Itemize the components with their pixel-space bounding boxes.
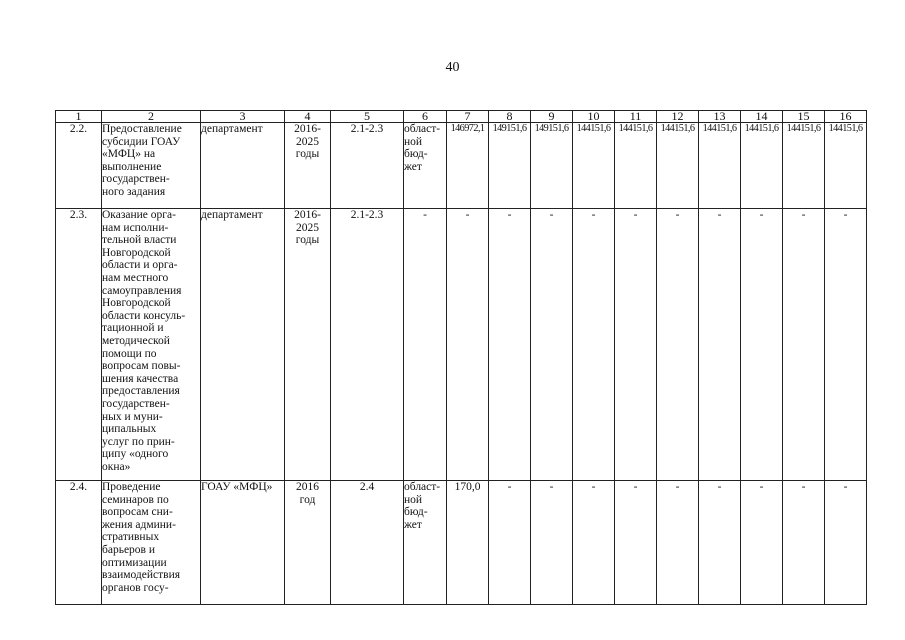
column-header: 16 xyxy=(825,111,867,123)
amount-cell: - xyxy=(489,209,531,481)
amount-cell: 144151,6 xyxy=(825,123,867,209)
activity-name: Оказание орга- нам исполни- тельной власти Новгородской области и орга- нам местного самоуправления Новгородской области консуль- тационной и методической помощи по вопросам повы- шения качества предоставления государствен- ных и муни- ципальных услуг по прин- ципу «одного окна» xyxy=(102,209,201,481)
amount-cell: - xyxy=(615,209,657,481)
amount-cell: 144151,6 xyxy=(783,123,825,209)
target-indicators: 2.1-2.3 xyxy=(331,123,404,209)
table-row xyxy=(56,123,867,209)
amount-cell: - xyxy=(531,209,573,481)
column-header: 4 xyxy=(285,111,331,123)
funding-source: област- ной бюд- жет xyxy=(404,123,447,209)
funding-source: област- ной бюд- жет xyxy=(404,481,447,605)
column-header: 5 xyxy=(331,111,404,123)
amount-cell: - xyxy=(783,209,825,481)
executor: департамент xyxy=(201,123,285,209)
column-header: 2 xyxy=(102,111,201,123)
amount-cell: - xyxy=(615,481,657,605)
column-header: 13 xyxy=(699,111,741,123)
amount-cell: - xyxy=(657,481,699,605)
amount-cell: 144151,6 xyxy=(657,123,699,209)
column-header: 15 xyxy=(783,111,825,123)
amount-cell: - xyxy=(783,481,825,605)
funding-source: - xyxy=(404,209,447,481)
column-header: 6 xyxy=(404,111,447,123)
row-number: 2.3. xyxy=(56,209,102,481)
amount-cell: - xyxy=(573,481,615,605)
amount-cell: - xyxy=(741,481,783,605)
table-row xyxy=(56,209,867,481)
row-number: 2.4. xyxy=(56,481,102,605)
column-header: 3 xyxy=(201,111,285,123)
target-indicators: 2.1-2.3 xyxy=(331,209,404,481)
period: 2016- 2025 годы xyxy=(285,209,331,481)
column-header: 1 xyxy=(56,111,102,123)
table-row xyxy=(56,481,867,605)
amount-cell: - xyxy=(489,481,531,605)
amount-cell: 149151,6 xyxy=(489,123,531,209)
row-number: 2.2. xyxy=(56,123,102,209)
program-activities-table xyxy=(55,110,867,605)
column-header: 10 xyxy=(573,111,615,123)
activity-name: Проведение семинаров по вопросам сни- жения админи- стративных барьеров и оптимизации взаимодействия органов госу- xyxy=(102,481,201,605)
column-header: 8 xyxy=(489,111,531,123)
amount-cell: - xyxy=(447,209,489,481)
amount-cell: 146972,1 xyxy=(447,123,489,209)
amount-cell: - xyxy=(825,209,867,481)
amount-cell: - xyxy=(825,481,867,605)
column-header: 14 xyxy=(741,111,783,123)
page-number: 40 xyxy=(445,60,460,75)
column-header: 7 xyxy=(447,111,489,123)
amount-cell: - xyxy=(699,481,741,605)
amount-cell: 144151,6 xyxy=(741,123,783,209)
amount-cell: 149151,6 xyxy=(531,123,573,209)
amount-cell: - xyxy=(657,209,699,481)
period: 2016 год xyxy=(285,481,331,605)
executor: ГОАУ «МФЦ» xyxy=(201,481,285,605)
header-row xyxy=(56,111,867,123)
amount-cell: - xyxy=(573,209,615,481)
amount-cell: 170,0 xyxy=(447,481,489,605)
executor: департамент xyxy=(201,209,285,481)
amount-cell: - xyxy=(531,481,573,605)
amount-cell: 144151,6 xyxy=(699,123,741,209)
activity-name: Предоставление субсидии ГОАУ «МФЦ» на выполнение государствен- ного задания xyxy=(102,123,201,209)
column-header: 11 xyxy=(615,111,657,123)
column-header: 9 xyxy=(531,111,573,123)
period: 2016- 2025 годы xyxy=(285,123,331,209)
amount-cell: 144151,6 xyxy=(573,123,615,209)
amount-cell: - xyxy=(741,209,783,481)
target-indicators: 2.4 xyxy=(331,481,404,605)
amount-cell: 144151,6 xyxy=(615,123,657,209)
column-header: 12 xyxy=(657,111,699,123)
amount-cell: - xyxy=(699,209,741,481)
